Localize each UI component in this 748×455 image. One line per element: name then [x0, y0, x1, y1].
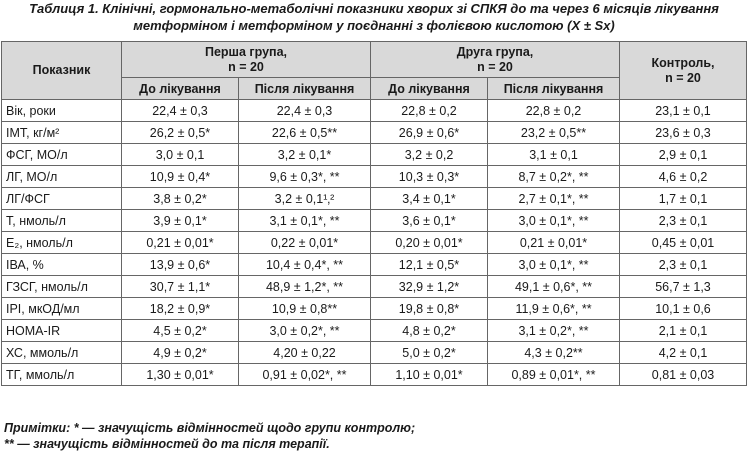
header-group-2-n: n = 20 [477, 59, 513, 74]
cell-indicator: ХС, ммоль/л [2, 342, 122, 364]
cell-control: 56,7 ± 1,3 [620, 276, 747, 298]
cell-g1-before: 3,8 ± 0,2* [122, 188, 239, 210]
table-row [2, 320, 747, 342]
cell-control: 2,3 ± 0,1 [620, 254, 747, 276]
header-control [620, 42, 747, 100]
table-caption [0, 0, 748, 34]
cell-g2-after: 3,1 ± 0,1 [488, 144, 620, 166]
cell-g2-before: 3,4 ± 0,1* [371, 188, 488, 210]
cell-g1-before: 4,5 ± 0,2* [122, 320, 239, 342]
cell-g1-before: 13,9 ± 0,6* [122, 254, 239, 276]
cell-g2-after: 4,3 ± 0,2** [488, 342, 620, 364]
cell-indicator: ТГ, ммоль/л [2, 364, 122, 386]
cell-g2-after: 0,21 ± 0,01* [488, 232, 620, 254]
cell-control: 1,7 ± 0,1 [620, 188, 747, 210]
cell-indicator: E₂, нмоль/л [2, 232, 122, 254]
cell-g1-after: 3,0 ± 0,2*, ** [239, 320, 371, 342]
cell-g1-before: 0,21 ± 0,01* [122, 232, 239, 254]
table-row [2, 166, 747, 188]
header-control-label: Контроль, [651, 55, 715, 70]
cell-control: 4,2 ± 0,1 [620, 342, 747, 364]
cell-indicator: Вік, роки [2, 100, 122, 122]
header-g2-before: До лікування [371, 78, 488, 100]
table-row [2, 144, 747, 166]
cell-g1-after: 10,9 ± 0,8** [239, 298, 371, 320]
cell-control: 0,45 ± 0,01 [620, 232, 747, 254]
cell-g2-after: 3,0 ± 0,1*, ** [488, 254, 620, 276]
cell-g1-after: 10,4 ± 0,4*, ** [239, 254, 371, 276]
cell-g1-before: 22,4 ± 0,3 [122, 100, 239, 122]
cell-g1-after: 3,2 ± 0,1¹‚² [239, 188, 371, 210]
cell-g2-after: 23,2 ± 0,5** [488, 122, 620, 144]
caption-line-2: метформіном і метформіном у поєднанні з фолієвою кислотою (X ± Sx) [133, 18, 615, 33]
cell-g1-before: 26,2 ± 0,5* [122, 122, 239, 144]
cell-indicator: Т, нмоль/л [2, 210, 122, 232]
cell-g1-before: 3,9 ± 0,1* [122, 210, 239, 232]
cell-control: 23,6 ± 0,3 [620, 122, 747, 144]
results-table [1, 41, 747, 386]
table-row [2, 276, 747, 298]
table-body [2, 100, 747, 386]
cell-g2-before: 3,6 ± 0,1* [371, 210, 488, 232]
cell-g1-after: 22,6 ± 0,5** [239, 122, 371, 144]
header-g1-before: До лікування [122, 78, 239, 100]
note-line-2: ** — значущість відмінностей до та після терапії. [4, 437, 330, 451]
cell-g2-before: 32,9 ± 1,2* [371, 276, 488, 298]
cell-control: 4,6 ± 0,2 [620, 166, 747, 188]
cell-g1-before: 10,9 ± 0,4* [122, 166, 239, 188]
cell-indicator: ЛГ, МО/л [2, 166, 122, 188]
cell-g1-before: 1,30 ± 0,01* [122, 364, 239, 386]
header-group-2 [371, 42, 620, 78]
note-line-1: Примітки: * — значущість відмінностей щодо групи контролю; [4, 421, 416, 435]
cell-g1-before: 30,7 ± 1,1* [122, 276, 239, 298]
cell-indicator: ФСГ, МО/л [2, 144, 122, 166]
cell-g2-before: 22,8 ± 0,2 [371, 100, 488, 122]
cell-g1-after: 4,20 ± 0,22 [239, 342, 371, 364]
cell-g1-before: 4,9 ± 0,2* [122, 342, 239, 364]
cell-g2-before: 12,1 ± 0,5* [371, 254, 488, 276]
caption-line-1: Таблиця 1. Клінічні, гормонально-метаболічні показники хворих зі СПКЯ до та через 6 місяців лікування [29, 1, 719, 16]
cell-g2-before: 3,2 ± 0,2 [371, 144, 488, 166]
table-row [2, 188, 747, 210]
table-row [2, 210, 747, 232]
cell-indicator: ІМТ, кг/м² [2, 122, 122, 144]
cell-g2-before: 19,8 ± 0,8* [371, 298, 488, 320]
table-row [2, 122, 747, 144]
cell-control: 2,3 ± 0,1 [620, 210, 747, 232]
cell-g2-after: 49,1 ± 0,6*, ** [488, 276, 620, 298]
header-g1-after: Після лікування [239, 78, 371, 100]
cell-indicator: ЛГ/ФСГ [2, 188, 122, 210]
header-group-1-label: Перша група, [204, 44, 288, 59]
cell-g2-before: 4,8 ± 0,2* [371, 320, 488, 342]
table-row [2, 232, 747, 254]
cell-g2-after: 8,7 ± 0,2*, ** [488, 166, 620, 188]
cell-g2-after: 11,9 ± 0,6*, ** [488, 298, 620, 320]
cell-g1-after: 3,1 ± 0,1*, ** [239, 210, 371, 232]
table-row [2, 364, 747, 386]
cell-indicator: ГЗСГ, нмоль/л [2, 276, 122, 298]
table-row [2, 100, 747, 122]
table-row [2, 254, 747, 276]
cell-g2-before: 26,9 ± 0,6* [371, 122, 488, 144]
table-notes [4, 420, 415, 452]
header-control-n: n = 20 [665, 70, 701, 85]
cell-control: 2,9 ± 0,1 [620, 144, 747, 166]
cell-indicator: ІВА, % [2, 254, 122, 276]
cell-control: 23,1 ± 0,1 [620, 100, 747, 122]
cell-g2-before: 1,10 ± 0,01* [371, 364, 488, 386]
table-row [2, 298, 747, 320]
cell-g2-after: 2,7 ± 0,1*, ** [488, 188, 620, 210]
cell-g2-before: 10,3 ± 0,3* [371, 166, 488, 188]
cell-control: 10,1 ± 0,6 [620, 298, 747, 320]
cell-g2-after: 3,1 ± 0,2*, ** [488, 320, 620, 342]
cell-g1-after: 9,6 ± 0,3*, ** [239, 166, 371, 188]
table-row [2, 342, 747, 364]
cell-g2-after: 3,0 ± 0,1*, ** [488, 210, 620, 232]
header-indicator: Показник [2, 42, 122, 100]
cell-g1-before: 18,2 ± 0,9* [122, 298, 239, 320]
cell-g1-before: 3,0 ± 0,1 [122, 144, 239, 166]
header-group-2-label: Друга група, [456, 44, 534, 59]
cell-control: 2,1 ± 0,1 [620, 320, 747, 342]
cell-g2-after: 22,8 ± 0,2 [488, 100, 620, 122]
cell-g1-after: 22,4 ± 0,3 [239, 100, 371, 122]
cell-g1-after: 3,2 ± 0,1* [239, 144, 371, 166]
cell-indicator: HOMA-IR [2, 320, 122, 342]
cell-g1-after: 0,22 ± 0,01* [239, 232, 371, 254]
cell-indicator: ІРІ, мкОД/мл [2, 298, 122, 320]
header-g2-after: Після лікування [488, 78, 620, 100]
header-group-1-n: n = 20 [228, 59, 264, 74]
header-group-1 [122, 42, 371, 78]
cell-g2-before: 5,0 ± 0,2* [371, 342, 488, 364]
cell-g2-after: 0,89 ± 0,01*, ** [488, 364, 620, 386]
cell-g1-after: 0,91 ± 0,02*, ** [239, 364, 371, 386]
cell-control: 0,81 ± 0,03 [620, 364, 747, 386]
cell-g1-after: 48,9 ± 1,2*, ** [239, 276, 371, 298]
cell-g2-before: 0,20 ± 0,01* [371, 232, 488, 254]
